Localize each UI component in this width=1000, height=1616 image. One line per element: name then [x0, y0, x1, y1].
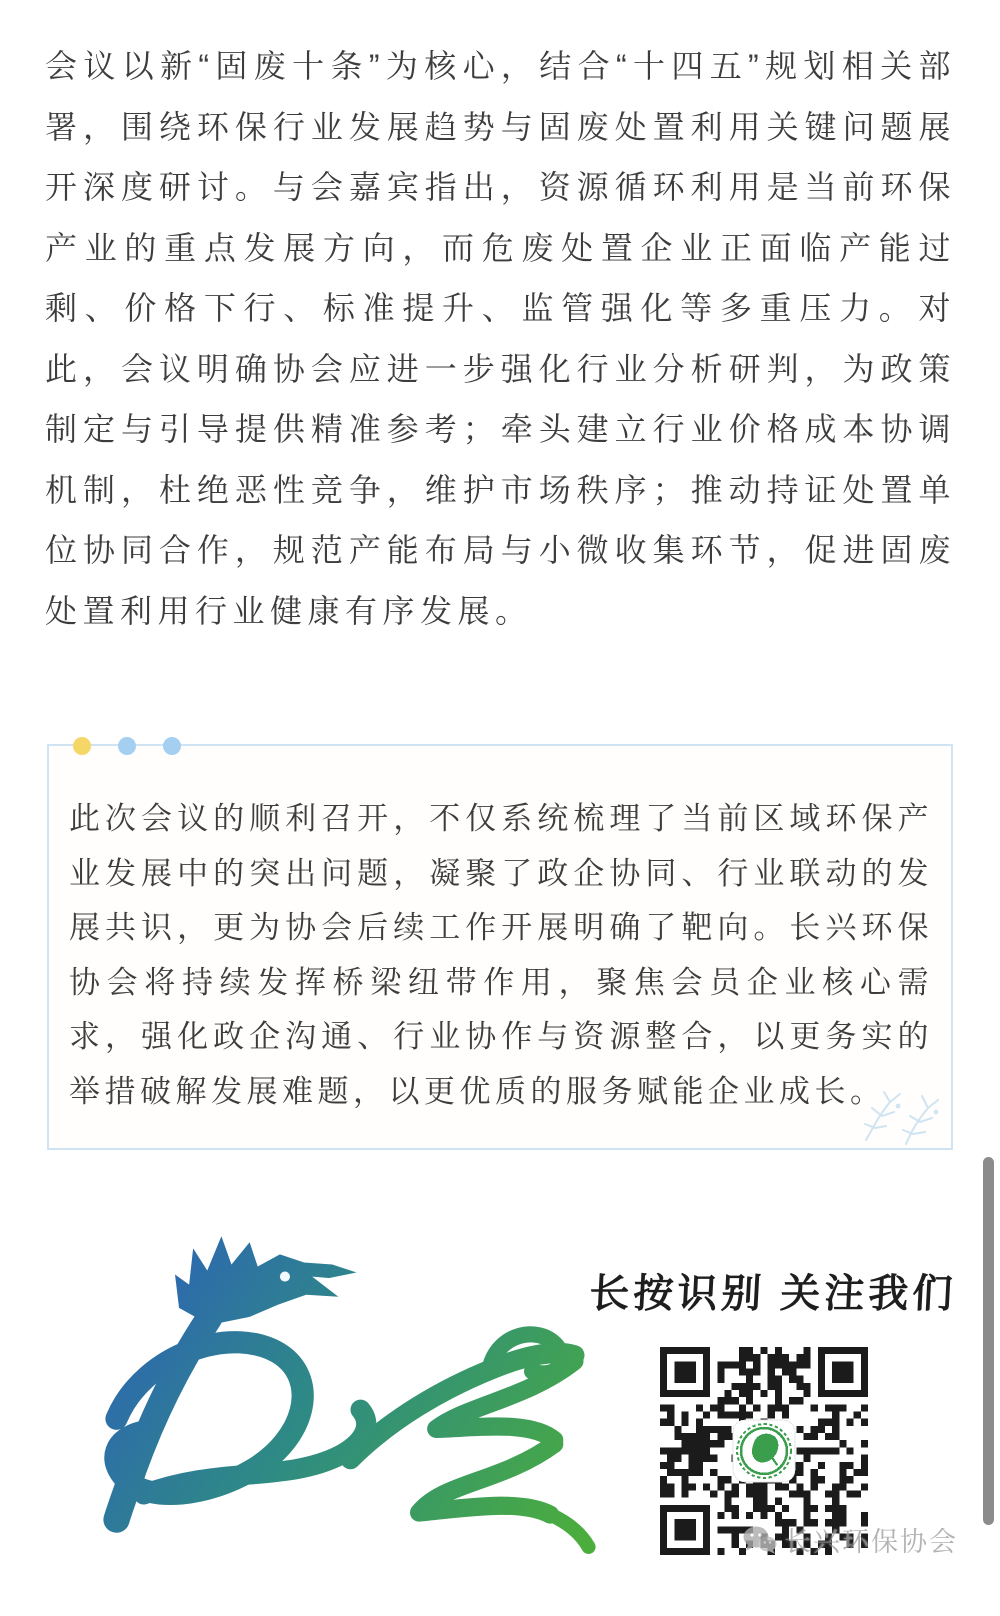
wechat-icon: [742, 1524, 778, 1556]
brand-calligraphy-logo: [58, 1212, 643, 1560]
calligraphy-strokes: [115, 1318, 588, 1547]
article-paragraph: 会议以新“固废十条”为核心，结合“十四五”规划相关部署，围绕环保行业发展趋势与固废处置利用关键问题展开深度研讨。与会嘉宾指出，资源循环利用是当前环保产业的重点发展方向，而危废处置企业正面临产能过剩、价格下行、标准提升、监管强化等多重压力。对此，会议明确协会应进一步强化行业分析研判，为政策制定与引导提供精准参考；牵头建立行业价格成本协调机制，杜绝恶性竞争，维护市场秩序；推动持证处置单位协同合作，规范产能布局与小微收集环节，促进固废处置利用行业健康有序发展。: [45, 48, 956, 629]
callout-dot-yellow: [73, 737, 91, 755]
callout-dot-blue-2: [163, 737, 181, 755]
scrollbar-thumb[interactable]: [983, 1157, 994, 1525]
callout-box: [47, 744, 953, 1150]
callout-dot-blue-1: [118, 737, 136, 755]
watermark: [742, 1520, 958, 1559]
callout-text: 此次会议的顺利召开，不仅系统梳理了当前区域环保产业发展中的突出问题，凝聚了政企协同、行业联动的发展共识，更为协会后续工作开展明确了靶向。长兴环保协会将持续发挥桥梁纽带作用，聚焦会员企业核心需求，强化政企沟通、行业协作与资源整合，以更务实的举措破解发展难题，以更优质的服务赋能企业成长。: [69, 801, 933, 1109]
qr-caption: 长按识别 关注我们: [588, 1272, 958, 1316]
snowflake-decoration-icon: [848, 1086, 943, 1148]
watermark-text: 长兴环保协会: [784, 1527, 958, 1557]
